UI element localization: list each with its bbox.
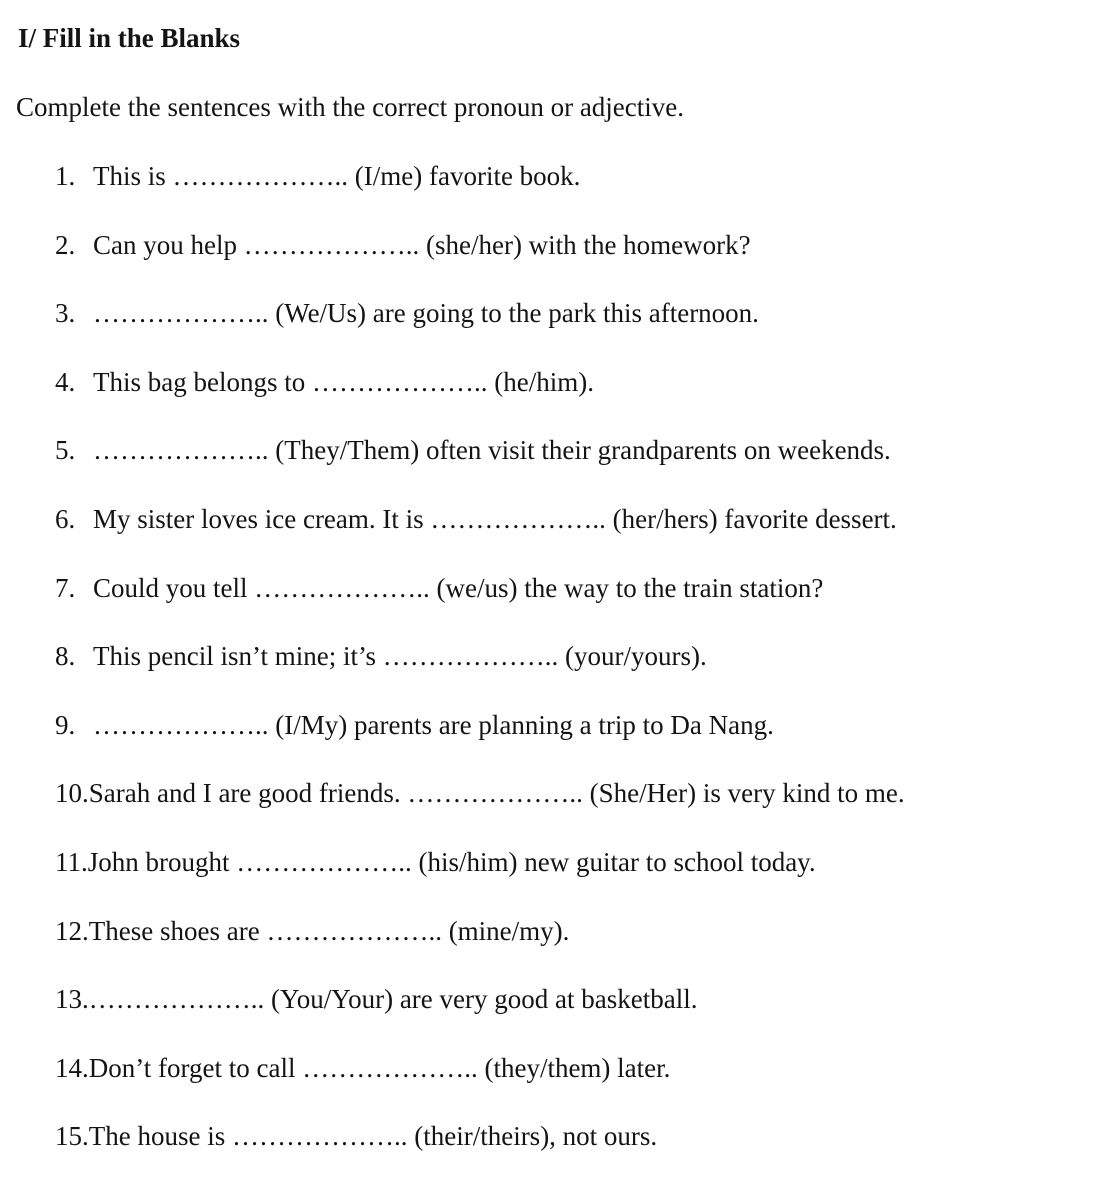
item-number: 7.	[55, 572, 76, 603]
exercise-item	[55, 158, 905, 227]
item-number: 4.	[55, 366, 76, 397]
item-number: 14.	[55, 1052, 89, 1083]
answer-blank[interactable]: ………………..	[311, 366, 488, 397]
item-text-before: Can you help	[93, 229, 244, 260]
item-text-before: This is	[93, 161, 173, 191]
item-text-after: (I/My) parents are planning a trip to Da Nang.	[268, 709, 774, 740]
exercise-item	[55, 432, 905, 501]
item-number: 5.	[55, 435, 76, 466]
answer-blank[interactable]: ………………..	[93, 298, 269, 329]
item-text-after: (your/yours).	[558, 641, 707, 672]
exercise-item	[55, 295, 905, 364]
item-text-before: These shoes are	[88, 915, 267, 946]
answer-blank[interactable]: ………………..	[382, 641, 559, 672]
item-text-before: Don’t forget to call	[88, 1052, 303, 1083]
item-text-after: (she/her) with the homework?	[419, 229, 751, 260]
item-text-after: (we/us) the way to the train station?	[429, 572, 824, 603]
item-number: 10.	[55, 778, 89, 809]
exercise-item	[55, 1118, 905, 1187]
answer-blank[interactable]: ………………..	[172, 161, 349, 191]
answer-blank[interactable]: ………………..	[407, 778, 583, 809]
item-text-after: (You/Your) are very good at basketball.	[264, 984, 698, 1015]
item-text-after: (their/theirs), not ours.	[407, 1121, 658, 1152]
item-text-before: John brought	[87, 846, 237, 877]
item-text-before: The house is	[88, 1121, 232, 1152]
item-number: 9.	[55, 709, 76, 740]
answer-blank[interactable]: ………………..	[266, 915, 442, 946]
item-text-after: (They/Them) often visit their grandparents on weekends.	[268, 435, 891, 466]
item-text-after: (he/him).	[487, 366, 594, 397]
exercise-item	[55, 570, 905, 639]
item-text-before: This pencil isn’t mine; it’s	[93, 641, 383, 672]
item-number: 1.	[55, 161, 76, 191]
exercise-instruction: Complete the sentences with the correct pronoun or adjective.	[16, 92, 685, 122]
answer-blank[interactable]: ………………..	[93, 435, 269, 466]
answer-blank[interactable]: ………………..	[430, 503, 606, 534]
item-number: 6.	[55, 503, 76, 534]
item-text-after: (We/Us) are going to the park this afternoon.	[268, 298, 759, 329]
item-number: 3.	[55, 298, 76, 329]
answer-blank[interactable]: ………………..	[243, 229, 420, 260]
item-number: 12.	[55, 915, 89, 946]
exercise-item	[55, 364, 905, 433]
exercise-item	[55, 227, 905, 296]
item-number: 8.	[55, 641, 76, 672]
exercise-list	[55, 158, 905, 1187]
answer-blank[interactable]: ………………..	[236, 846, 412, 877]
item-text-before: My sister loves ice cream. It is	[93, 503, 431, 534]
exercise-item	[55, 707, 905, 776]
exercise-item	[55, 1050, 905, 1119]
item-number: 2.	[55, 229, 76, 260]
item-text-after: (they/them) later.	[477, 1052, 671, 1083]
item-text-before: Could you tell	[93, 572, 255, 603]
answer-blank[interactable]: ………………..	[302, 1052, 478, 1083]
item-number: 15.	[55, 1121, 89, 1152]
exercise-item	[55, 501, 905, 570]
item-text-after: (her/hers) favorite dessert.	[605, 503, 897, 534]
item-text-after: (I/me) favorite book.	[348, 161, 581, 191]
exercise-item	[55, 844, 905, 913]
exercise-item	[55, 775, 905, 844]
answer-blank[interactable]: ………………..	[93, 709, 269, 740]
item-text-after: (mine/my).	[441, 915, 570, 946]
exercise-item	[55, 638, 905, 707]
item-number: 11.	[55, 846, 88, 877]
exercise-heading: I/ Fill in the Blanks	[18, 23, 241, 53]
answer-blank[interactable]: ………………..	[88, 984, 265, 1015]
item-text-before: This bag belongs to	[93, 366, 312, 397]
item-text-before: Sarah and I are good friends.	[88, 778, 408, 809]
answer-blank[interactable]: ………………..	[254, 572, 430, 603]
item-text-after: (She/Her) is very kind to me.	[582, 778, 905, 809]
item-number: 13.	[55, 984, 89, 1015]
item-text-after: (his/him) new guitar to school today.	[411, 846, 816, 877]
exercise-item	[55, 981, 905, 1050]
exercise-item	[55, 913, 905, 982]
answer-blank[interactable]: ………………..	[231, 1121, 408, 1152]
